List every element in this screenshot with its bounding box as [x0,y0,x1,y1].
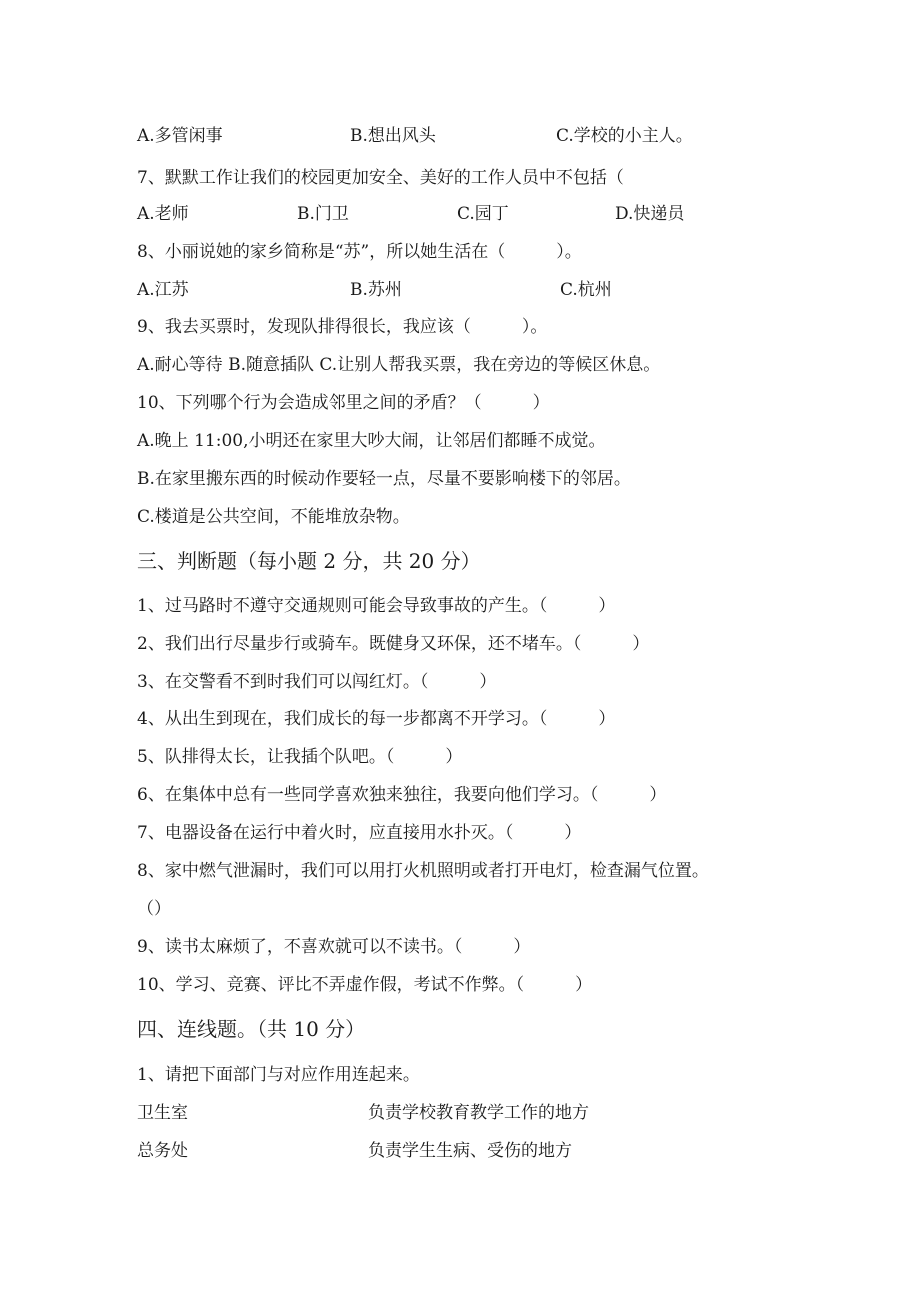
q7-option-a: A.老师 [137,204,189,224]
q7-option-b: B.门卫 [297,204,349,224]
judge-item: 1、过马路时不遵守交通规则可能会导致事故的产生。（ ） [137,596,616,616]
section4-title: 四、连线题。（共 10 分） [137,1017,366,1041]
matching-right-item: 负责学校教育教学工作的地方 [368,1103,589,1123]
q10-stem: 10、下列哪个行为会造成邻里之间的矛盾？（ ） [137,393,550,413]
judge-item-continuation: （） [137,899,171,919]
q7-stem: 7、默默工作让我们的校园更加安全、美好的工作人员中不包括（ [137,168,624,188]
q7-option-d: D.快递员 [615,204,685,224]
judge-item: 10、学习、竞赛、评比不弄虚作假，考试不作弊。（ ） [137,975,593,995]
q6-option-a: A.多管闲事 [137,126,223,146]
q8-option-a: A.江苏 [137,280,189,300]
matching-right-item: 负责学生生病、受伤的地方 [368,1141,572,1161]
q6-option-c: C.学校的小主人。 [556,126,693,146]
q7-option-c: C.园丁 [457,204,509,224]
judge-item: 6、在集体中总有一些同学喜欢独来独往，我要向他们学习。（ ） [137,785,667,805]
judge-item: 2、我们出行尽量步行或骑车。既健身又环保，还不堵车。（ ） [137,634,650,654]
judge-item: 8、家中燃气泄漏时，我们可以用打火机照明或者打开电灯，检查漏气位置。 [137,861,709,881]
q10-option-b: B.在家里搬东西的时候动作要轻一点，尽量不要影响楼下的邻居。 [137,469,631,489]
q8-option-b: B.苏州 [350,280,402,300]
matching-left-item: 总务处 [137,1141,188,1161]
matching-left-item: 卫生室 [137,1103,188,1123]
q10-option-a: A.晚上 11:00,小明还在家里大吵大闹，让邻居们都睡不成觉。 [137,431,606,451]
judge-item: 4、从出生到现在，我们成长的每一步都离不开学习。（ ） [137,709,616,729]
section3-title: 三、判断题（每小题 2 分，共 20 分） [137,549,481,573]
matching-question: 1、请把下面部门与对应作用连起来。 [137,1065,420,1085]
judge-item: 3、在交警看不到时我们可以闯红灯。（ ） [137,672,497,692]
judge-item: 9、读书太麻烦了，不喜欢就可以不读书。（ ） [137,937,531,957]
judge-item: 7、电器设备在运行中着火时，应直接用水扑灭。（ ） [137,823,582,843]
judge-item: 5、队排得太长，让我插个队吧。（ ） [137,747,463,767]
q9-options: A.耐心等待 B.随意插队 C.让别人帮我买票，我在旁边的等候区休息。 [137,355,661,375]
q6-option-b: B.想出风头 [350,126,436,146]
q9-stem: 9、我去买票时，发现队排得很长，我应该（ ）。 [137,317,548,337]
q8-option-c: C.杭州 [560,280,612,300]
q10-option-c: C.楼道是公共空间，不能堆放杂物。 [137,507,410,527]
q8-stem: 8、小丽说她的家乡简称是“苏”，所以她生活在（ ）。 [137,242,582,262]
